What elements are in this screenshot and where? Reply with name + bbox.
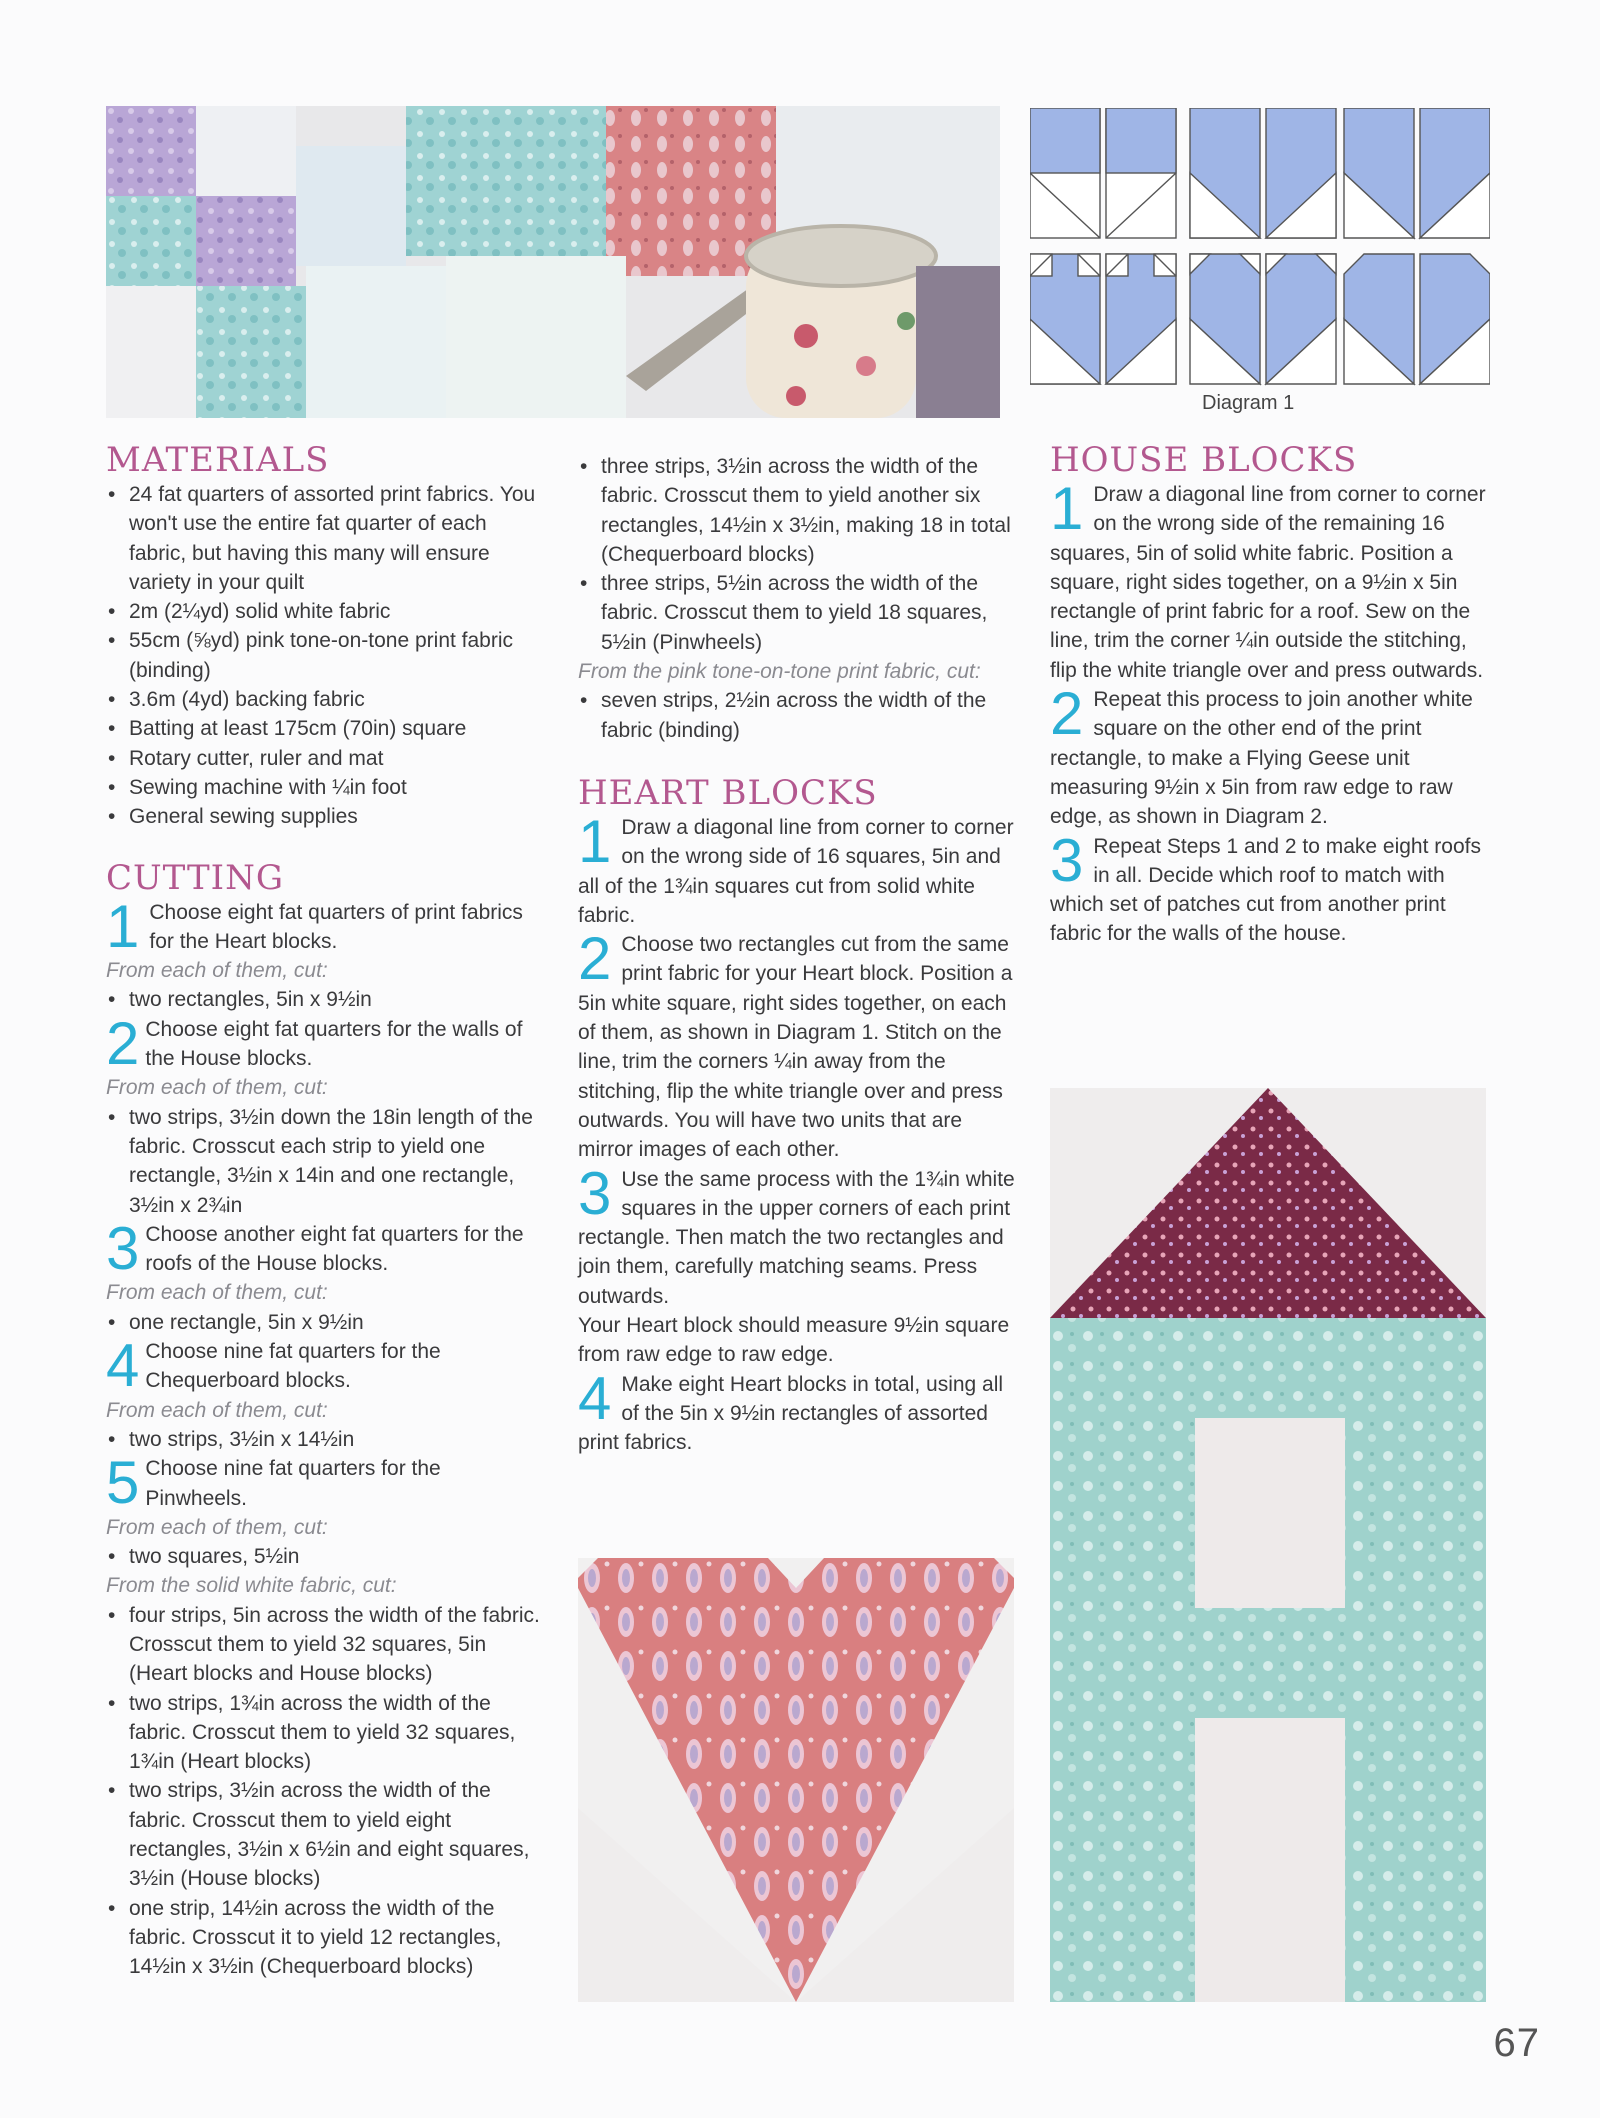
cutting-step-1 xyxy=(106,892,546,960)
step-number: 2 xyxy=(106,1009,140,1077)
white-fabric-list-cont xyxy=(578,452,1018,657)
heart-step-1 xyxy=(578,807,1018,930)
step-number: 5 xyxy=(106,1449,140,1517)
list-item: • 55cm (⅝yd) pink tone-on-tone print fabric (binding) xyxy=(106,626,546,685)
diagram-caption: Diagram 1 xyxy=(1202,392,1295,414)
step-text: Choose nine fat quarters for the Pinwheels. xyxy=(145,1457,441,1510)
list-item: • two strips, 3½in x 14½in xyxy=(106,1425,546,1454)
heart-blocks-heading: HEART BLOCKS xyxy=(578,772,878,813)
list-item: • two strips, 3½in down the 18in length of the fabric. Crosscut each strip to yield one rectangle, 3½in x 14in and one rectangle, 3½in x 2¾in xyxy=(106,1103,546,1220)
list-item: • Batting at least 175cm (70in) square xyxy=(106,714,546,743)
step-text: Choose another eight fat quarters for the roofs of the House blocks. xyxy=(145,1222,524,1276)
step-text: Draw a diagonal line from corner to corner on the wrong side of 16 squares, 5in and all of the 1¾in squares cut from solid white fabric. xyxy=(578,815,1014,927)
cutting-step-2 xyxy=(106,1009,546,1077)
step-number: 4 xyxy=(578,1364,612,1432)
cutting-step-3 xyxy=(106,1214,546,1282)
step-text: Use the same process with the 1¾in white squares in the upper corners of each print rectangle. Then match the two rectangles and join them, carefully matching seams. Press outwards. xyxy=(578,1167,1015,1308)
list-item: • three strips, 5½in across the width of the fabric. Crosscut them to yield 18 squares, 5½in (Pinwheels) xyxy=(578,569,1018,657)
cut-subheading: From each of them, cut: xyxy=(106,1076,328,1100)
white-fabric-subheading: From the solid white fabric, cut: xyxy=(106,1574,397,1598)
list-item: • three strips, 3½in across the width of the fabric. Crosscut them to yield another six rectangles, 14½in x 3½in, making 18 in total (Chequerboard blocks) xyxy=(578,452,1018,569)
list-item: • two rectangles, 5in x 9½in xyxy=(106,985,546,1014)
list-item: • one rectangle, 5in x 9½in xyxy=(106,1308,546,1337)
step-text: Choose nine fat quarters for the Chequerboard blocks. xyxy=(145,1340,441,1393)
house-step-3 xyxy=(1050,826,1490,949)
heart-measure-note: Your Heart block should measure 9½in square from raw edge to raw edge. xyxy=(578,1314,1010,1367)
materials-heading: MATERIALS xyxy=(106,440,330,480)
list-item: • four strips, 5in across the width of the fabric. Crosscut them to yield 32 squares, 5in (Heart blocks and House blocks) xyxy=(106,1601,546,1689)
heart-step-3 xyxy=(578,1159,1018,1311)
list-item: • two strips, 3½in across the width of the fabric. Crosscut them to yield eight rectangles, 3½in x 6½in and eight squares, 3½in (House blocks) xyxy=(106,1776,546,1893)
step-number: 1 xyxy=(1050,475,1084,542)
step-text: Choose two rectangles cut from the same print fabric for your Heart block. Position a 5in white square, right sides together, on each of them, as shown in Diagram 1. Stitch on the line, trim the corners ¼in away from the stitching, flip the white triangle over and press outwards. You will have two units that are mirror images of each other. xyxy=(578,933,1013,1162)
step-number: 3 xyxy=(578,1159,612,1227)
list-item: • 24 fat quarters of assorted print fabrics. You won't use the entire fat quarter of each fabric, but having this many will ensure variety in your quilt xyxy=(106,480,546,597)
heart-block-photo xyxy=(578,1558,1014,2002)
list-item: • two strips, 1¾in across the width of the fabric. Crosscut them to yield 32 squares, 1¾in (Heart blocks) xyxy=(106,1689,546,1777)
step-text: Draw a diagonal line from corner to corner on the wrong side of the remaining 16 squares, 5in of solid white fabric. Position a square, right sides together, on a 9½in x 5in rectangle of print fabric for a roof. Sew on the line, trim the corner ¼in outside the stitching, flip the white triangle over and press outwards. xyxy=(1050,483,1486,682)
cutting-step-5 xyxy=(106,1449,546,1517)
cut-subheading: From each of them, cut: xyxy=(106,1515,328,1539)
diagram-1 xyxy=(1030,108,1490,388)
house-blocks-heading: HOUSE BLOCKS xyxy=(1050,440,1358,480)
right-column xyxy=(1050,440,1490,949)
list-item: • seven strips, 2½in across the width of the fabric (binding) xyxy=(578,686,1018,745)
cutting-step-4 xyxy=(106,1332,546,1400)
quilt-photo xyxy=(106,106,1000,418)
house-step-1 xyxy=(1050,475,1490,685)
list-item: • General sewing supplies xyxy=(106,802,546,831)
heart-step-2 xyxy=(578,925,1018,1164)
heart-step-4 xyxy=(578,1364,1018,1458)
step-text: Repeat this process to join another white square on the other end of the print rectangle, to make a Flying Geese unit measuring 9½in x 5in from raw edge to raw edge, as shown in Diagram 2. xyxy=(1050,688,1473,829)
white-fabric-list xyxy=(106,1601,546,1982)
cutting-heading: CUTTING xyxy=(106,857,284,898)
cut-subheading: From each of them, cut: xyxy=(106,1281,328,1305)
cut-subheading: From each of them, cut: xyxy=(106,1398,328,1422)
middle-column xyxy=(578,452,1018,1458)
step-number: 2 xyxy=(578,925,612,993)
list-item: • two squares, 5½in xyxy=(106,1542,546,1571)
cut-subheading: From each of them, cut: xyxy=(106,959,328,983)
list-item: • 2m (2¼yd) solid white fabric xyxy=(106,597,546,626)
step-text: Choose eight fat quarters for the walls of the House blocks. xyxy=(145,1017,523,1071)
list-item: • 3.6m (4yd) backing fabric xyxy=(106,685,546,714)
list-item: • one strip, 14½in across the width of the fabric. Crosscut it to yield 12 rectangles, 14½in x 3½in (Chequerboard blocks) xyxy=(106,1894,546,1982)
list-item: • Rotary cutter, ruler and mat xyxy=(106,744,546,773)
house-step-2 xyxy=(1050,680,1490,831)
step-number: 4 xyxy=(106,1332,140,1400)
materials-list xyxy=(106,480,546,832)
step-text: Make eight Heart blocks in total, using all of the 5in x 9½in rectangles of assorted print fabrics. xyxy=(578,1372,1004,1455)
step-number: 3 xyxy=(1050,826,1084,894)
step-number: 1 xyxy=(106,892,140,960)
step-text: Repeat Steps 1 and 2 to make eight roofs in all. Decide which roof to match with which set of patches cut from another print fabric for the walls of the house. xyxy=(1050,834,1481,946)
left-column xyxy=(106,440,546,1982)
page-number: 67 xyxy=(1493,2021,1540,2065)
step-number: 2 xyxy=(1050,680,1084,748)
step-number: 3 xyxy=(106,1214,140,1282)
list-item: • Sewing machine with ¼in foot xyxy=(106,773,546,802)
pink-fabric-subheading: From the pink tone-on-tone print fabric, cut: xyxy=(578,660,981,684)
step-text: Choose eight fat quarters of print fabrics for the Heart blocks. xyxy=(149,900,523,953)
step-number: 1 xyxy=(578,807,612,875)
house-block-photo xyxy=(1050,1088,1486,2002)
